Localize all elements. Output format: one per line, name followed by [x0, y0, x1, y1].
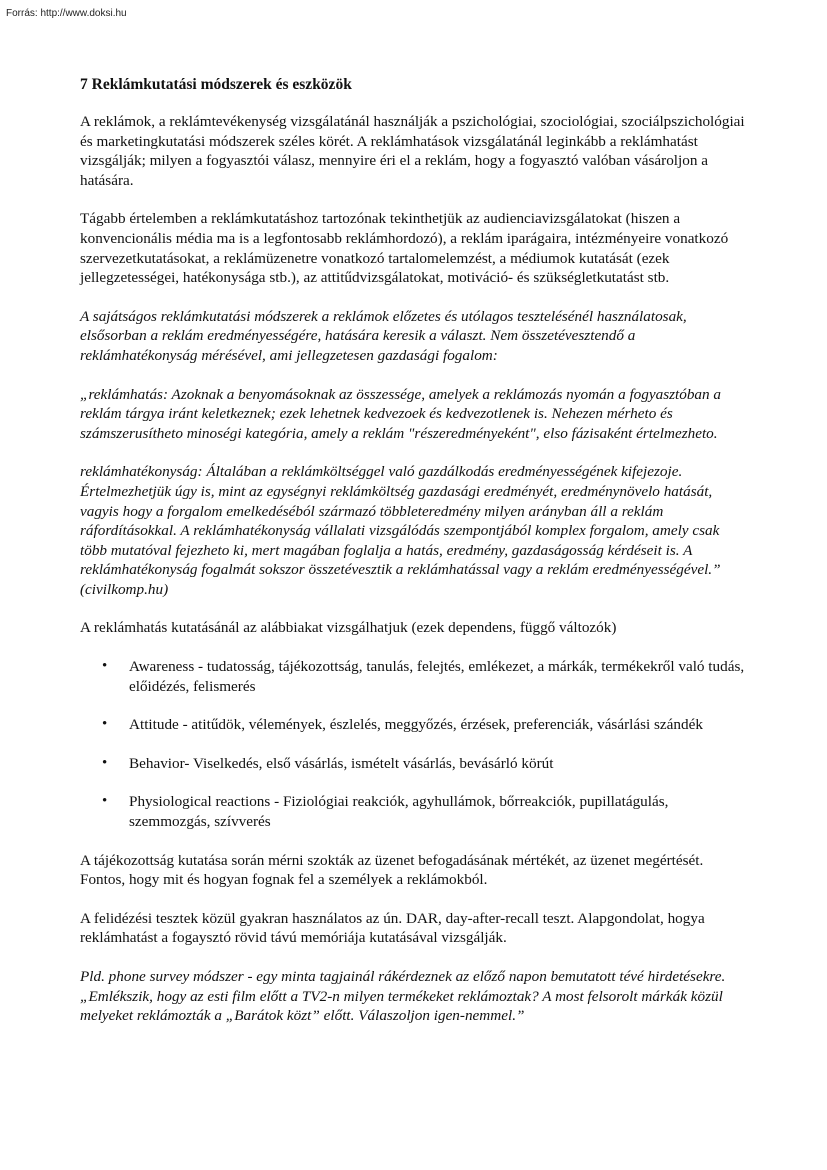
bullet-icon: •	[102, 658, 108, 675]
list-item	[80, 657, 750, 696]
source-label: Forrás: http://www.doksi.hu	[6, 8, 127, 19]
bullet-icon: •	[102, 716, 108, 733]
paragraph-dependent-variables: A reklámhatás kutatásánál az alábbiakat vizsgálhatjuk (ezek dependens, függő változók)	[80, 619, 617, 637]
list-item-text: Behavior- Viselkedés, első vásárlás, ismételt vásárlás, bevásárló körút	[129, 754, 554, 772]
section-heading: 7 Reklámkutatási módszerek és eszközök	[80, 76, 352, 93]
paragraph-recall-tests: A felidézési tesztek közül gyakran használatos az ún. DAR, day-after-recall teszt. Alapgondolat, hogya reklámhatást a fogaysztó rövid távú memóriája kutatásával vizsgálják.	[80, 909, 705, 947]
list-item-text: Awareness - tudatosság, tájékozottság, tanulás, felejtés, emlékezet, a márkák, termékekről való tudás, előidézés, felismerés	[129, 658, 745, 695]
list-item-text: Physiological reactions - Fiziológiai reakciók, agyhullámok, bőrreakciók, pupillatágulás, szemmozgás, szívverés	[129, 793, 669, 831]
list-item	[80, 754, 750, 774]
paragraph-broad-research: Tágabb értelemben a reklámkutatáshoz tartozónak tekinthetjük az audienciavizsgálatokat (hiszen a konvencionális média ma is a legfontosabb reklámhordozó), a reklám iparágaira, intézményeire vonatkozó szervezetkutatásokat, a reklámüzenetre vonatkozó tartalomelemzést, a médiumok kutatását (ezek jellegzetességei, hatékonysága stb.), az attitűdvizsgálatokat, motiváció- és szükségletkutatást stb.	[80, 210, 729, 287]
paragraph-phone-survey: Pld. phone survey módszer - egy minta tagjainál rákérdeznek az előző napon bemutatott tévé hirdetésekre. „Emlékszik, hogy az esti film előtt a TV2-n milyen termékeket reklámoztak? A most felsorolt márkák közül melyeket reklámozták a „Barátok közt” előtt. Válaszoljon igen-nemmel.”	[80, 968, 726, 1025]
paragraph-awareness-research: A tájékozottság kutatása során mérni szokták az üzenet befogadásának mértékét, az üzenet megértését. Fontos, hogy mit és hogyan fognak fel a személyek a reklámokból.	[80, 851, 704, 889]
bullet-icon: •	[102, 793, 108, 810]
list-item	[80, 715, 750, 735]
bullet-icon: •	[102, 754, 108, 771]
paragraph-quote-efficiency: reklámhatékonyság: Általában a reklámköltséggel való gazdálkodás eredményességének kifejezoje. Értelmezhetjük úgy is, mint az egységnyi reklámköltség gazdasági eredményét, eredménynövelo hatását, vagyis hogy a forgalom emelkedéséból származó többleteredmény milyen arányban áll a reklám ráfordításokkal. A reklámhatékonyság vállalati vizsgálódás szempontjából komplex forgalom, amely csak több mutatóval fejezheto ki, mert magában foglalja a hatás, eredmény, gazdaságosság kérdéseit is. A reklámhatékonyság fogalmát sokszor összetévesztik a reklámhatással vagy a reklám eredményességével.” (civilkomp.hu)	[80, 463, 721, 598]
document-body	[80, 76, 750, 1045]
paragraph-intro: A reklámok, a reklámtevékenység vizsgálatánál használják a pszichológiai, szociológiai, szociálpszichológiai és marketingkutatási módszerek széles körét. A reklámhatások vizsgálatánál leginkább a reklámhatást vizsgálják; milyen a fogyasztói válasz, mennyire éri el a reklám, hogy a fogyasztó valóban vásároljon a hatására.	[80, 113, 745, 189]
list-item-text: Attitude - atitűdök, vélemények, észlelés, meggyőzés, érzések, preferenciák, vásárlási szándék	[129, 716, 703, 734]
paragraph-specific-methods: A sajátságos reklámkutatási módszerek a reklámok előzetes és utólagos tesztelésénél használatosak, elsősorban a reklám eredményességére, hatására keresik a választ. Nem összetévesztendő a reklámhatékonyság mérésével, ami jellegzetesen gazdasági fogalom:	[80, 307, 687, 364]
list-item	[80, 792, 750, 831]
paragraph-quote-effect: „reklámhatás: Azoknak a benyomásoknak az összessége, amelyek a reklámozás nyomán a fogyasztóban a reklám tárgya iránt keletkeznek; ezek lehetnek kedvezoek és kedvezotlenek is. Nehezen mérheto és számszerusítheto minoségi kategória, amely a reklám "részeredményeként", elso fázisaként értelmezheto.	[80, 385, 722, 442]
variables-list	[80, 657, 750, 832]
